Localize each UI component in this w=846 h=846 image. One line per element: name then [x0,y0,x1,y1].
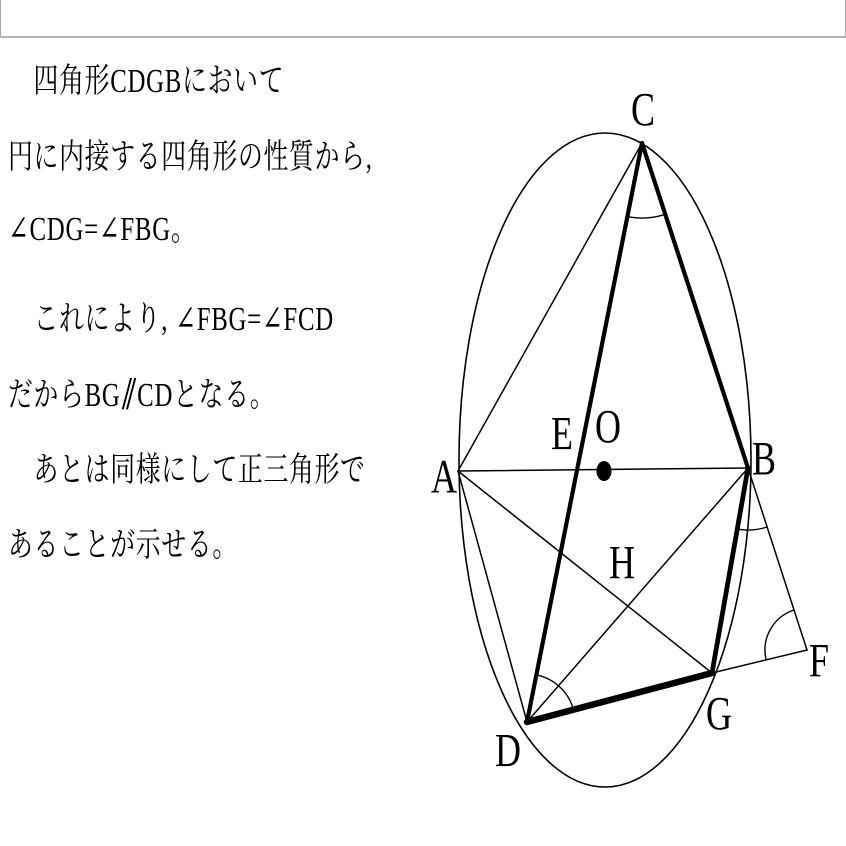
angle-arc-DCB [627,214,665,218]
point-label-B: B [751,432,777,486]
point-label-E: E [551,407,573,461]
point-label-D: D [495,724,521,778]
quadrilateral-side-CD [527,143,642,722]
angle-arc-GFB [765,610,794,660]
segment-GF [712,650,807,673]
segment-AD [458,471,527,722]
point-label-C: C [630,83,656,137]
text-line-4: これにより, ∠FBG=∠FCD [8,301,334,338]
angle-arc-GBF [737,527,767,530]
text-line-5-after: CDとなる。 [137,377,276,414]
quadrilateral-side-DG [527,673,712,722]
segment-BF [748,468,807,650]
point-label-G: G [706,687,732,741]
parallel-symbol: ∥ [117,377,141,414]
point-label-F: F [808,634,830,688]
segment-DB [527,468,748,722]
point-label-A: A [431,450,457,504]
point-label-H: H [609,536,635,590]
segment-AG [458,471,712,673]
text-line-6: あとは同様にして正三角形で [8,452,366,489]
text-line-5-before: だからBG [8,377,121,414]
point-label-O: O [595,400,621,454]
text-line-7: あることが示せる。 [8,527,238,564]
text-line-3: ∠CDG=∠FBG。 [8,211,197,248]
text-line-1: 四角形CDGBにおいて [8,63,285,100]
quadrilateral-side-CB [642,143,748,468]
center-point-dot [597,461,612,481]
text-line-2: 円に内接する四角形の性質から, [8,139,373,176]
